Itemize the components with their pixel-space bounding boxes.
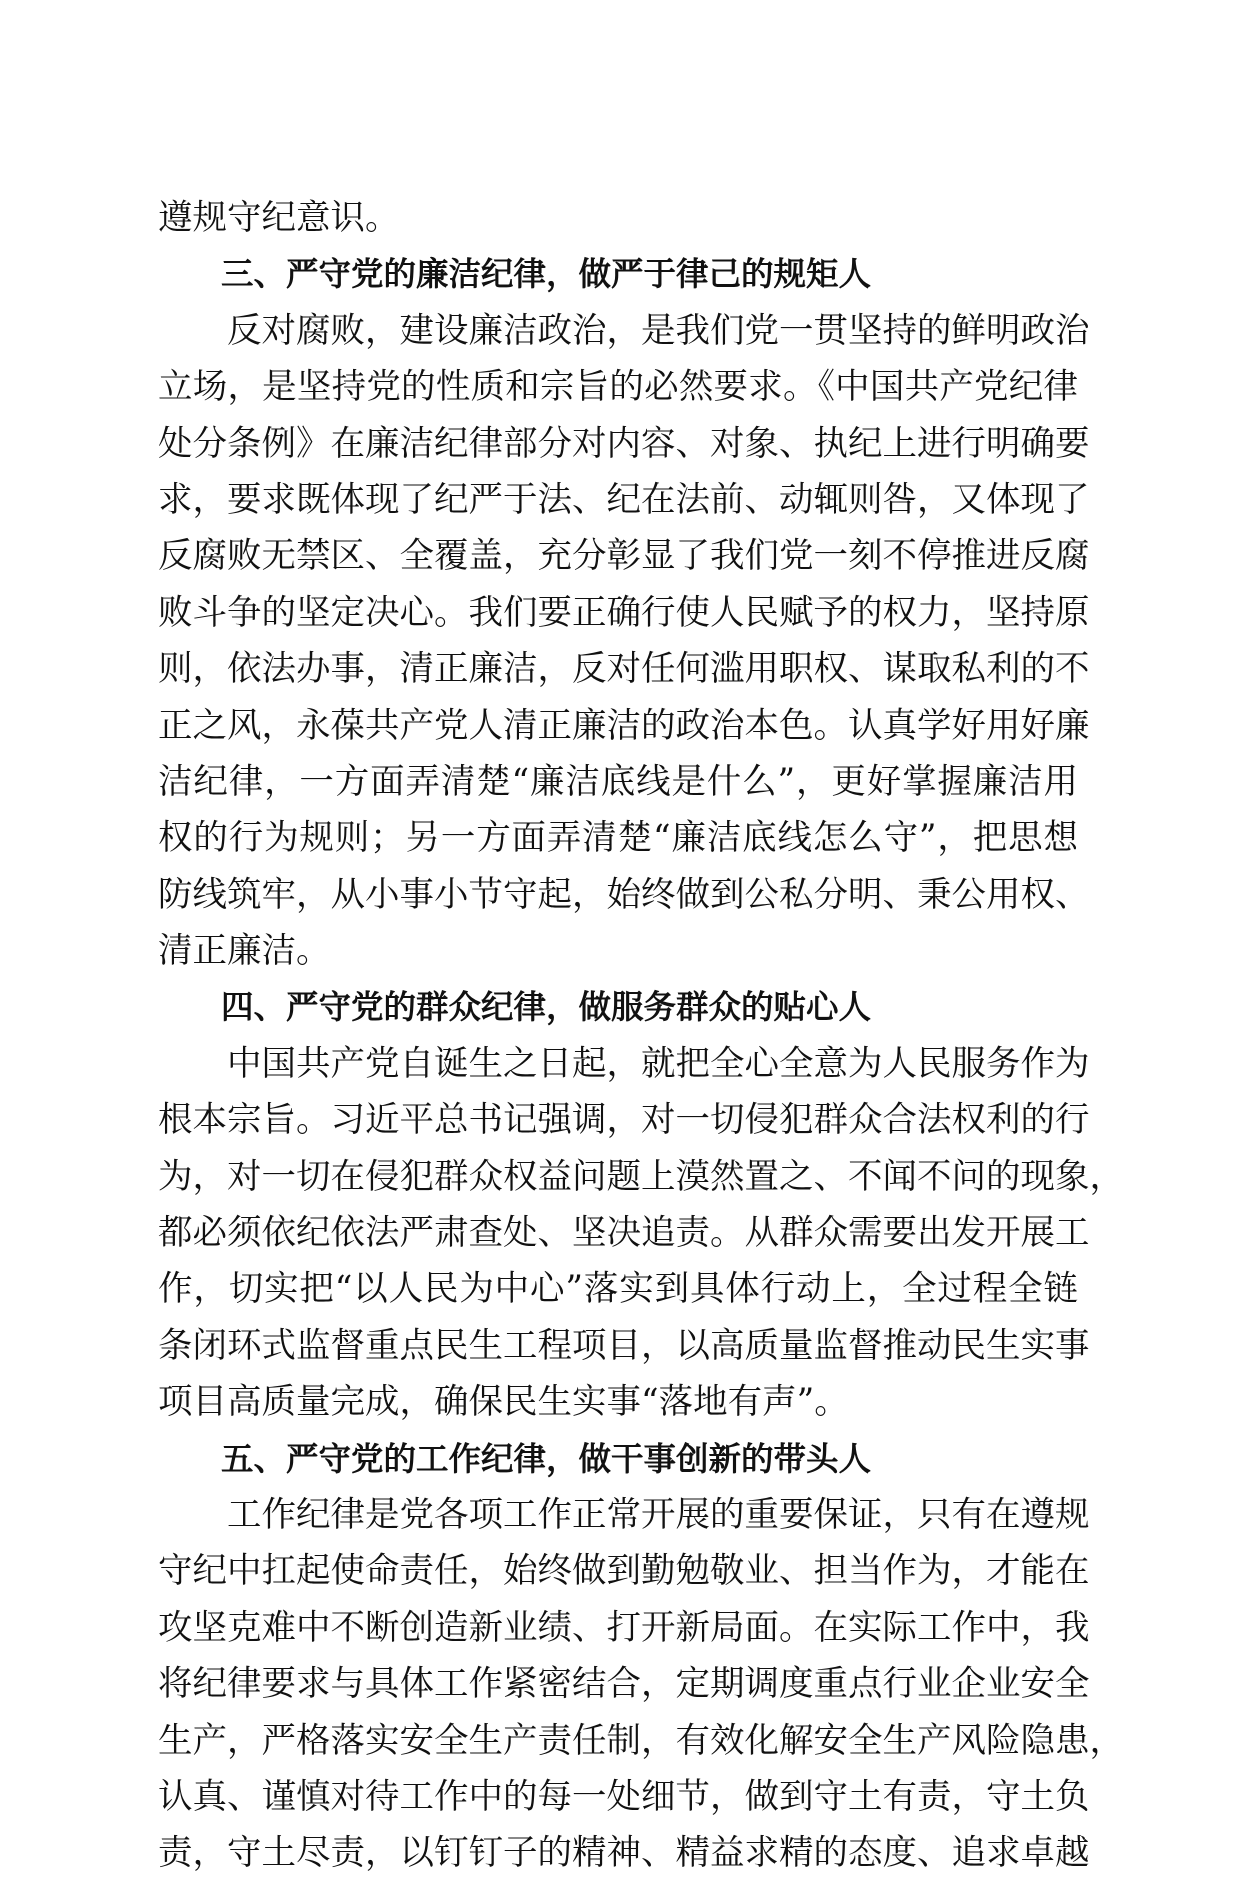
text-line: 守纪中扛起使命责任，始终做到勤勉敬业、担当作为，才能在 xyxy=(158,1551,1090,1592)
text-line: 防线筑牢，从小事小节守起，始终做到公私分明、秉公用权、 xyxy=(158,874,1090,915)
text-line: 遵规守纪意识。 xyxy=(158,198,400,238)
text-line: 责，守土尽责，以钉钉子的精神、精益求精的态度、追求卓越 xyxy=(158,1833,1090,1874)
text-line: 则，依法办事，清正廉洁，反对任何滥用职权、谋取私利的不 xyxy=(158,649,1090,690)
text-line: 根本宗旨。习近平总书记强调，对一切侵犯群众合法权利的行 xyxy=(158,1100,1090,1141)
text-line: 正之风，永葆共产党人清正廉洁的政治本色。认真学好用好廉 xyxy=(158,705,1090,746)
document-page xyxy=(158,190,1124,1882)
text-line: 项目高质量完成，确保民生实事“落地有声”。 xyxy=(158,1382,849,1423)
text-line: 权的行为规则；另一方面弄清楚“廉洁底线怎么守”，把思想 xyxy=(158,818,1078,859)
body-paragraph xyxy=(158,190,1078,246)
text-line: 为，对一切在侵犯群众权益问题上漠然置之、不闻不问的现象， xyxy=(158,1156,1124,1197)
text-line: 反腐败无禁区、全覆盖，充分彰显了我们党一刻不停推进反腐 xyxy=(158,536,1090,577)
text-line: 反对腐败，建设廉洁政治，是我们党一贯坚持的鲜明政治 xyxy=(227,310,1090,351)
text-line: 都必须依纪依法严肃查处、坚决追责。从群众需要出发开展工 xyxy=(158,1213,1090,1254)
body-paragraph xyxy=(158,303,1090,980)
text-line: 认真、谨慎对待工作中的每一处细节，做到守土有责，守土负 xyxy=(158,1776,1090,1817)
text-line: 将纪律要求与具体工作紧密结合，定期调度重点行业企业安全 xyxy=(158,1664,1090,1705)
section-heading-3: 三、严守党的廉洁纪律，做严于律己的规矩人 xyxy=(221,255,872,294)
text-line: 条闭环式监督重点民生工程项目，以高质量监督推动民生实事 xyxy=(158,1325,1090,1366)
section-heading-4: 四、严守党的群众纪律，做服务群众的贴心人 xyxy=(221,988,872,1027)
text-line: 立场，是坚持党的性质和宗旨的必然要求。《中国共产党纪律 xyxy=(158,367,1078,408)
body-paragraph xyxy=(158,1036,1124,1431)
text-line: 作，切实把“以人民为中心”落实到具体行动上，全过程全链 xyxy=(158,1269,1078,1310)
text-line: 工作纪律是党各项工作正常开展的重要保证，只有在遵规 xyxy=(227,1494,1090,1535)
text-line: 洁纪律，一方面弄清楚“廉洁底线是什么”，更好掌握廉洁用 xyxy=(158,761,1078,802)
text-line: 生产，严格落实安全生产责任制，有效化解安全生产风险隐患， xyxy=(158,1720,1124,1761)
text-line: 攻坚克难中不断创造新业绩、打开新局面。在实际工作中，我 xyxy=(158,1607,1090,1648)
text-line: 清正廉洁。 xyxy=(158,931,331,972)
text-line: 败斗争的坚定决心。我们要正确行使人民赋予的权力，坚持原 xyxy=(158,592,1090,633)
text-line: 处分条例》在廉洁纪律部分对内容、对象、执纪上进行明确要 xyxy=(158,423,1090,464)
section-heading-5: 五、严守党的工作纪律，做干事创新的带头人 xyxy=(221,1439,872,1478)
body-paragraph xyxy=(158,1487,1124,1882)
text-line: 中国共产党自诞生之日起，就把全心全意为人民服务作为 xyxy=(227,1043,1090,1084)
text-line: 求，要求既体现了纪严于法、纪在法前、动辄则咎，又体现了 xyxy=(158,479,1090,520)
